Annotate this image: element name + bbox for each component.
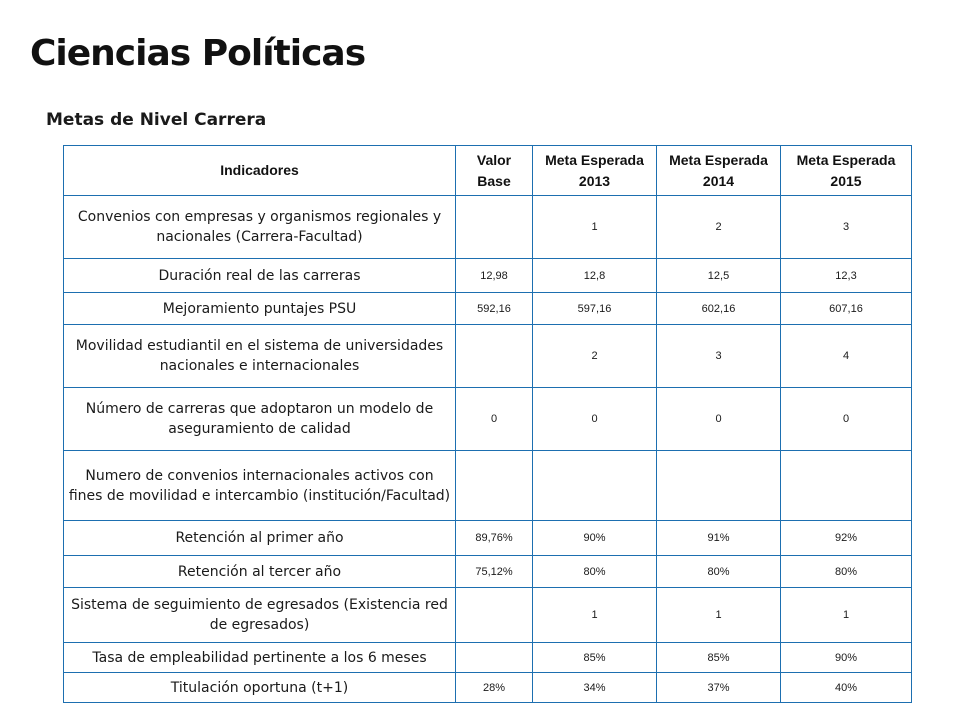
goal-2015-cell: 4 xyxy=(781,325,912,388)
goal-2015-cell: 12,3 xyxy=(781,259,912,293)
goal-2015-cell: 0 xyxy=(781,388,912,451)
goal-2013-cell: 1 xyxy=(533,196,657,259)
goal-2014-cell: 602,16 xyxy=(657,293,781,325)
goal-2015-cell: 40% xyxy=(781,673,912,703)
goal-2014-cell: 12,5 xyxy=(657,259,781,293)
goal-2014-cell: 80% xyxy=(657,556,781,588)
goal-2013-cell: 2 xyxy=(533,325,657,388)
header-base-value: Valor Base xyxy=(456,146,533,196)
table-row xyxy=(64,643,912,673)
goal-2013-cell: 1 xyxy=(533,588,657,643)
table-row xyxy=(64,325,912,388)
goal-2014-cell: 3 xyxy=(657,325,781,388)
indicator-cell: Retención al tercer año xyxy=(64,556,456,588)
indicator-cell: Titulación oportuna (t+1) xyxy=(64,673,456,703)
goal-2013-cell: 0 xyxy=(533,388,657,451)
header-goal-2013: Meta Esperada 2013 xyxy=(533,146,657,196)
goal-2014-cell: 1 xyxy=(657,588,781,643)
goal-2015-cell: 3 xyxy=(781,196,912,259)
table-header-row xyxy=(64,146,912,196)
table-row xyxy=(64,521,912,556)
goal-2015-cell: 92% xyxy=(781,521,912,556)
goal-2014-cell xyxy=(657,451,781,521)
goal-2013-cell: 80% xyxy=(533,556,657,588)
table-row xyxy=(64,293,912,325)
base-cell xyxy=(456,588,533,643)
header-goal-2015: Meta Esperada 2015 xyxy=(781,146,912,196)
base-cell: 0 xyxy=(456,388,533,451)
goal-2013-cell xyxy=(533,451,657,521)
goal-2014-cell: 91% xyxy=(657,521,781,556)
indicator-cell: Tasa de empleabilidad pertinente a los 6 meses xyxy=(64,643,456,673)
goal-2014-cell: 85% xyxy=(657,643,781,673)
indicator-cell: Numero de convenios internacionales activos con fines de movilidad e intercambio (institución/Facultad) xyxy=(64,451,456,521)
base-cell xyxy=(456,643,533,673)
goal-2013-cell: 12,8 xyxy=(533,259,657,293)
table-row xyxy=(64,556,912,588)
indicator-cell: Convenios con empresas y organismos regionales y nacionales (Carrera-Facultad) xyxy=(64,196,456,259)
goal-2014-cell: 0 xyxy=(657,388,781,451)
indicator-cell: Sistema de seguimiento de egresados (Existencia red de egresados) xyxy=(64,588,456,643)
goal-2013-cell: 90% xyxy=(533,521,657,556)
base-cell: 75,12% xyxy=(456,556,533,588)
goal-2015-cell: 90% xyxy=(781,643,912,673)
goal-2013-cell: 34% xyxy=(533,673,657,703)
goal-2015-cell: 607,16 xyxy=(781,293,912,325)
table-row xyxy=(64,259,912,293)
table-row xyxy=(64,451,912,521)
header-indicators: Indicadores xyxy=(64,146,456,196)
base-cell: 12,98 xyxy=(456,259,533,293)
goal-2015-cell: 80% xyxy=(781,556,912,588)
base-cell xyxy=(456,451,533,521)
indicator-cell: Número de carreras que adoptaron un modelo de aseguramiento de calidad xyxy=(64,388,456,451)
base-cell xyxy=(456,325,533,388)
page-title: Ciencias Políticas xyxy=(30,33,366,74)
goals-table xyxy=(63,145,912,703)
header-goal-2014: Meta Esperada 2014 xyxy=(657,146,781,196)
indicator-cell: Movilidad estudiantil en el sistema de universidades nacionales e internacionales xyxy=(64,325,456,388)
goal-2015-cell xyxy=(781,451,912,521)
goal-2014-cell: 2 xyxy=(657,196,781,259)
base-cell: 89,76% xyxy=(456,521,533,556)
indicator-cell: Mejoramiento puntajes PSU xyxy=(64,293,456,325)
section-subtitle: Metas de Nivel Carrera xyxy=(46,110,267,130)
indicator-cell: Retención al primer año xyxy=(64,521,456,556)
base-cell: 592,16 xyxy=(456,293,533,325)
goal-2013-cell: 85% xyxy=(533,643,657,673)
goal-2013-cell: 597,16 xyxy=(533,293,657,325)
table-row xyxy=(64,588,912,643)
base-cell: 28% xyxy=(456,673,533,703)
indicator-cell: Duración real de las carreras xyxy=(64,259,456,293)
goal-2015-cell: 1 xyxy=(781,588,912,643)
table-row xyxy=(64,196,912,259)
goal-2014-cell: 37% xyxy=(657,673,781,703)
table-row xyxy=(64,673,912,703)
table-row xyxy=(64,388,912,451)
base-cell xyxy=(456,196,533,259)
